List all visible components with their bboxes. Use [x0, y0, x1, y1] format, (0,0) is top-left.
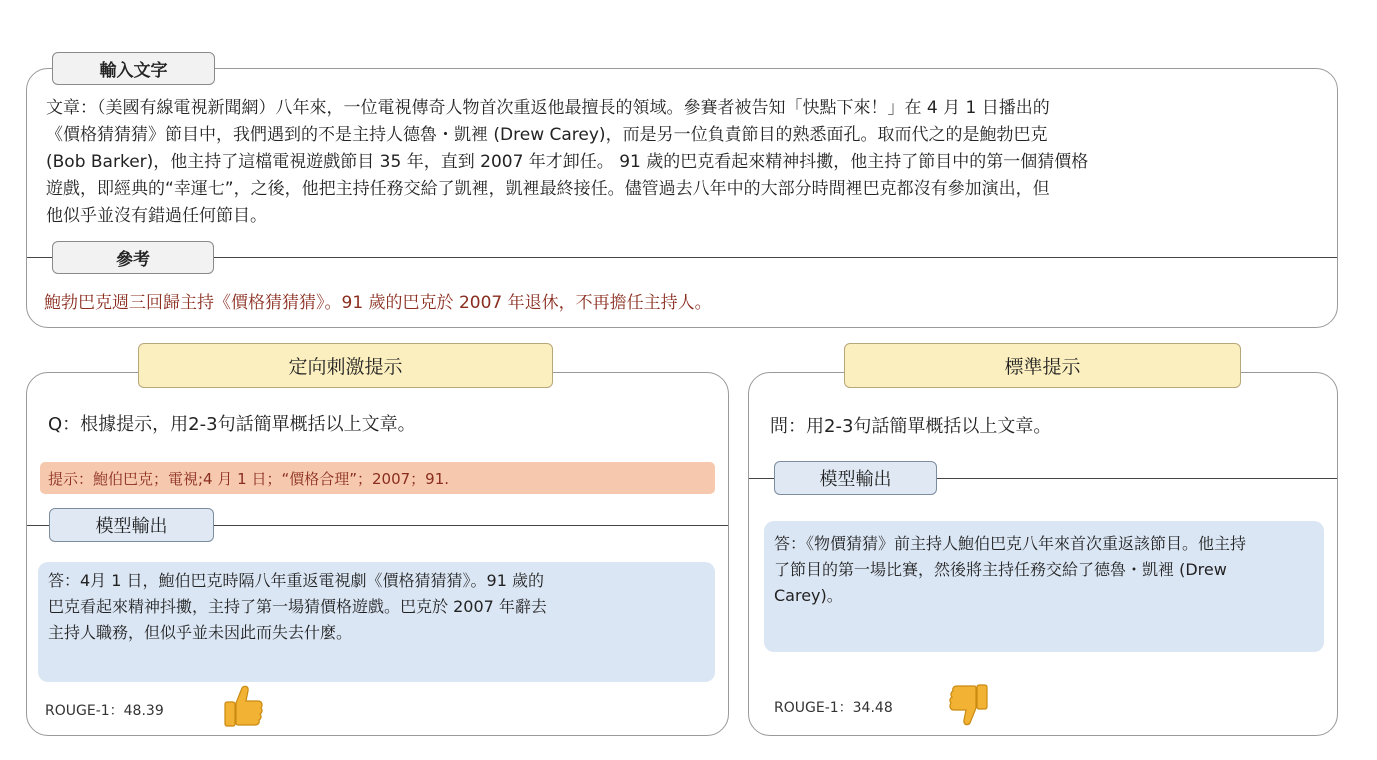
right-rouge-score: ROUGE-1：34.48	[774, 700, 893, 716]
article-line: 《價格猜猜猜》節目中，我們遇到的不是主持人德魯・凱裡 (Drew Carey)，而是另一位負責節目的熟悉面孔。取而代之的是鮑勃巴克	[46, 125, 1048, 145]
answer-line: 了節目的第一場比賽，然後將主持任務交給了德魯・凱裡 (Drew	[774, 560, 1227, 579]
right-answer-box	[764, 521, 1324, 652]
right-model-output-label: 模型輸出	[774, 461, 937, 495]
thumbs-up-icon	[222, 684, 264, 728]
article-line: (Bob Barker)，他主持了這檔電視遊戲節目 35 年，直到 2007 年才卸任。 91 歲的巴克看起來精神抖擻，他主持了節目中的第一個猜價格	[46, 152, 1089, 172]
hint-bar: 提示：鮑伯巴克；電視;4 月 1 日；“價格合理”；2007；91.	[40, 462, 715, 494]
thumbs-down-icon	[948, 683, 990, 727]
answer-line: 巴克看起來精神抖擻，主持了第一場猜價格遊戲。巴克於 2007 年辭去	[48, 597, 547, 616]
answer-line: Carey)。	[774, 586, 843, 605]
left-model-output-label: 模型輸出	[49, 508, 214, 542]
standard-prompt-title: 標準提示	[844, 343, 1241, 388]
answer-line: 答：4月 1 日，鮑伯巴克時隔八年重返電視劇《價格猜猜猜》。91 歲的	[48, 571, 544, 590]
left-answer-box	[38, 562, 715, 682]
article-line: 遊戲，即經典的“幸運七”，之後，他把主持任務交給了凱裡，凱裡最終接任。儘管過去八年中的大部分時間裡巴克都沒有參加演出，但	[46, 179, 1050, 199]
input-text-tag: 輸入文字	[52, 52, 215, 85]
left-rouge-score: ROUGE-1：48.39	[45, 703, 164, 719]
article-line: 文章：（美國有線電視新聞網）八年來，一位電視傳奇人物首次重返他最擅長的領域。參賽者被告知「快點下來！」在 4 月 1 日播出的	[46, 98, 1050, 118]
right-question: 問：用2-3句話簡單概括以上文章。	[770, 416, 1052, 437]
answer-line: 主持人職務，但似乎並未因此而失去什麼。	[48, 623, 353, 642]
reference-text: 鮑勃巴克週三回歸主持《價格猜猜猜》。91 歲的巴克於 2007 年退休，不再擔任主持人。	[44, 293, 712, 313]
answer-line: 答：《物價猜猜》前主持人鮑伯巴克八年來首次重返該節目。他主持	[774, 534, 1247, 553]
article-line: 他似乎並沒有錯過任何節目。	[46, 206, 267, 226]
article-text	[46, 95, 1316, 230]
left-question: Q：根據提示，用2-3句話簡單概括以上文章。	[48, 414, 416, 435]
reference-divider	[27, 257, 1337, 258]
directional-stimulus-title: 定向刺激提示	[138, 343, 553, 388]
reference-tag: 參考	[52, 241, 214, 274]
